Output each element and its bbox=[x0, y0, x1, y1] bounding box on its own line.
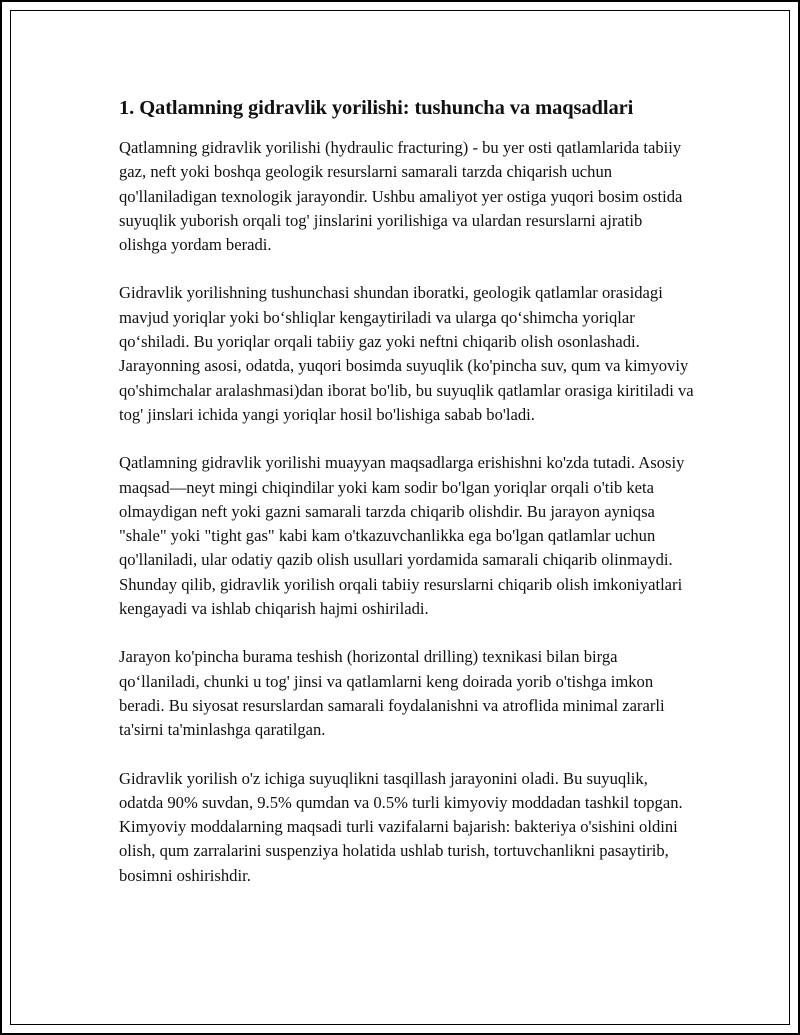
paragraph-concept: Gidravlik yorilishning tushunchasi shundan iboratki, geologik qatlamlar orasidagi mavjud yoriqlar yoki bo‘shliqlar kengaytiriladi va ularga qo‘shimcha yoriqlar qo‘shiladi. Bu yoriqlar orqali tabiiy gaz yoki neftni chiqarib olish osonlashadi. Jarayonning asosi, odatda, yuqori bosimda suyuqlik (ko'pincha suv, qum va kimyoviy qo'shimchalar aralashmasi)dan iborat bo'lib, bu suyuqlik qatlamlar orasiga kiritiladi va tog' jinslari ichida yangi yoriqlar hosil bo'lishiga sabab bo'ladi. bbox=[119, 283, 694, 424]
paragraph-horizontal-drilling: Jarayon ko'pincha burama teshish (horizontal drilling) texnikasi bilan birga qo‘llaniladi, chunki u tog' jinsi va qatlamlarni keng doirada yorib o'tishga imkon beradi. Bu siyosat resurslardan samarali foydalanishni va atroflida minimal zararli ta'sirni ta'minlashga qaratilgan. bbox=[119, 647, 665, 740]
section-heading: 1. Qatlamning gidravlik yorilishi: tushuncha va maqsadlari bbox=[119, 97, 634, 119]
paragraph-fluid-composition: Gidravlik yorilish o'z ichiga suyuqlikni tasqillash jarayonini oladi. Bu suyuqlik, odatda 90% suvdan, 9.5% qumdan va 0.5% turli kimyoviy moddadan tashkil topgan. Kimyoviy moddalarning maqsadi turli vazifalarni bajarish: bakteriya o'sishini oldini olish, qum zarralarini suspenziya holatida ushlab turish, tortuvchanlikni pasaytirib, bosimni oshirishdir. bbox=[119, 768, 683, 885]
document-body bbox=[119, 93, 694, 912]
paragraph-definition: Qatlamning gidravlik yorilishi (hydraulic fracturing) - bu yer osti qatlamlarida tabiiy gaz, neft yoki boshqa geologik resurslarni samarali tarzda chiqarish uchun qo'llaniladigan texnologik jarayondir. Ushbu amaliyot yer ostiga yuqori bosim ostida suyuqlik yuborish orqali tog' jinslarini yorilishiga va ulardan resurslarni ajratib olishga yordam beradi. bbox=[119, 138, 683, 255]
paragraph-goals: Qatlamning gidravlik yorilishi muayyan maqsadlarga erishishni ko'zda tutadi. Asosiy maqsad—neyt mingi chiqindilar yoki kam sodir bo'lgan yoriqlar orqali o'tib keta olmaydigan neft yoki gazni samarali tarzda chiqarib olishdir. Bu jarayon ayniqsa "shale" yoki "tight gas" kabi kam o'tkazuvchanlikka ega bo'lgan qatlamlar uchun qo'llaniladi, ular odatiy qazib olish usullari yordamida samarali chiqarib olinmaydi. Shunday qilib, gidravlik yorilish orqali tabiiy resurslarni chiqarib olish imkoniyatlari kengayadi va ishlab chiqarish hajmi oshiriladi. bbox=[119, 453, 685, 619]
